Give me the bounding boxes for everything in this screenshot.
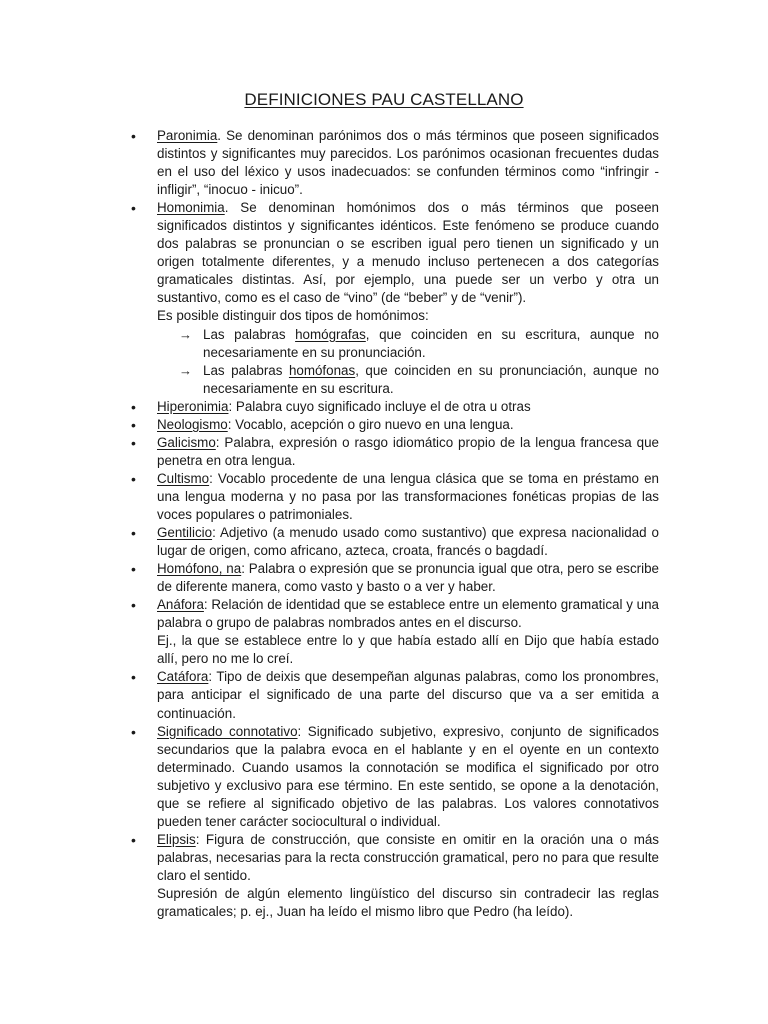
definition-term: Elipsis bbox=[157, 831, 196, 847]
bullet-icon: • bbox=[131, 200, 136, 217]
definition-term: Paronimia bbox=[157, 128, 218, 143]
bullet-icon: • bbox=[131, 669, 136, 686]
definition-item bbox=[0, 416, 768, 434]
definition-item bbox=[0, 199, 768, 398]
definition-item bbox=[0, 127, 768, 199]
bullet-icon: • bbox=[131, 416, 136, 433]
definition-term: Homófono, na bbox=[157, 561, 242, 577]
bullet-icon: • bbox=[131, 398, 136, 415]
arrow-right-icon: → bbox=[179, 362, 192, 378]
definition-extra: Es posible distinguir dos tipos de homónimos: bbox=[157, 308, 429, 324]
definition-extra: Supresión de algún elemento lingüístico del discurso sin contradecir las reglas gramaticales; p. ej., Juan ha leído el mismo libro que Pedro (ha leído). bbox=[157, 885, 659, 920]
arrow-right-icon: → bbox=[179, 326, 192, 342]
definition-text: . Se denominan homónimos dos o más términos que poseen significados distintos y significantes idénticos. Este fenómeno se produce cuando dos palabras se pronuncian o se escriben igual pero tienen un significado y un origen totalmente diferentes, y a menudo incluso pertenecen a dos categorías gramaticales distintas. Así, por ejemplo, una puede ser un verbo y otra un sustantivo, como es el caso de “vino” (de “beber” y de “venir”). bbox=[157, 200, 659, 306]
definition-term: Cultismo bbox=[157, 470, 210, 486]
homonym-type-text: , que coinciden en su escritura, aunque no necesariamente en su pronunciación. bbox=[203, 326, 659, 360]
definition-item bbox=[0, 398, 768, 416]
definition-item bbox=[0, 596, 768, 668]
document-title: DEFINICIONES PAU CASTELLANO bbox=[244, 90, 524, 109]
definition-item bbox=[0, 524, 768, 560]
definition-item bbox=[0, 668, 768, 722]
homonym-type-text: , que coinciden en su pronunciación, aunque no necesariamente en su escritura. bbox=[203, 362, 659, 396]
definition-term: Galicismo bbox=[157, 434, 216, 450]
definition-item bbox=[0, 723, 768, 831]
homonym-types-list bbox=[157, 326, 659, 398]
definition-text: . Se denominan parónimos dos o más términos que poseen significados distintos y significantes muy parecidos. Los parónimos ocasionan frecuentes dudas en el uso del léxico y usos inadecuados: se confunden términos como “infringir - infligir”, “inocuo - inicuo”. bbox=[157, 128, 659, 198]
homonym-type-item bbox=[157, 326, 659, 362]
definition-text: : Tipo de deixis que desempeñan algunas palabras, como los pronombres, para anticipar el significado de una parte del discurso que va a ser emitida a continuación. bbox=[157, 669, 659, 721]
definition-item bbox=[0, 434, 768, 470]
definition-text: : Palabra, expresión o rasgo idiomático propio de la lengua francesa que penetra en otra lengua. bbox=[157, 434, 659, 468]
definition-item bbox=[0, 470, 768, 524]
definition-term: Anáfora bbox=[157, 597, 204, 613]
definition-extra: Ej., la que se establece entre lo y que había estado allí en Dijo que había estado allí, pero no me lo creí. bbox=[157, 633, 659, 667]
definition-text: : Palabra cuyo significado incluye el de otra u otras bbox=[228, 398, 531, 414]
definition-text: : Vocablo, acepción o giro nuevo en una lengua. bbox=[227, 416, 514, 432]
definition-item bbox=[0, 560, 768, 596]
definition-text: : Adjetivo (a menudo usado como sustantivo) que expresa nacionalidad o lugar de origen, como africano, azteca, croata, francés o bagdadí. bbox=[157, 525, 659, 559]
bullet-icon: • bbox=[131, 561, 136, 578]
homonym-type-term: homófonas bbox=[288, 362, 356, 378]
definition-term: Hiperonimia bbox=[157, 398, 229, 414]
bullet-icon: • bbox=[131, 470, 136, 487]
bullet-icon: • bbox=[131, 525, 136, 542]
bullet-icon: • bbox=[131, 597, 136, 614]
definition-term: Gentilicio bbox=[157, 525, 213, 541]
definition-text: : Vocablo procedente de una lengua clásica que se toma en préstamo en una lengua moderna y no pasa por las transformaciones fonéticas propias de las voces populares o patrimoniales. bbox=[157, 470, 659, 522]
definition-text: : Figura de construcción, que consiste en omitir en la oración una o más palabras, necesarias para la recta construcción gramatical, pero no para que resulte claro el sentido. bbox=[157, 831, 659, 883]
definition-term: Significado connotativo bbox=[157, 723, 298, 739]
homonym-type-term: homógrafas bbox=[295, 326, 366, 342]
definition-text: : Palabra o expresión que se pronuncia igual que otra, pero se escribe de diferente manera, como vasto y basto o a ver y haber. bbox=[157, 561, 659, 595]
definition-text: : Relación de identidad que se establece entre un elemento gramatical y una palabra o grupo de palabras nombrados antes en el discurso. bbox=[157, 597, 659, 631]
definition-item bbox=[0, 831, 768, 921]
definition-text: : Significado subjetivo, expresivo, conjunto de significados secundarios que la palabra evoca en el hablante y en el oyente en un contexto determinado. Cuando usamos la connotación se modifica el significado por otro subjetivo y exclusivo para ese término. En este sentido, se opone a la denotación, que se refiere al significado objetivo de las palabras. Los valores connotativos pueden tener carácter sociocultural o individual. bbox=[157, 723, 660, 829]
bullet-icon: • bbox=[131, 128, 136, 144]
definition-term: Catáfora bbox=[157, 669, 209, 685]
homonym-type-item bbox=[157, 362, 659, 398]
definition-term: Homonimia bbox=[157, 200, 225, 216]
definitions-list bbox=[0, 127, 768, 921]
homonym-type-text: Las palabras bbox=[203, 326, 296, 342]
bullet-icon: • bbox=[131, 831, 136, 848]
bullet-icon: • bbox=[131, 434, 136, 451]
homonym-type-text: Las palabras bbox=[203, 362, 289, 378]
bullet-icon: • bbox=[131, 723, 136, 740]
definition-term: Neologismo bbox=[157, 416, 228, 432]
